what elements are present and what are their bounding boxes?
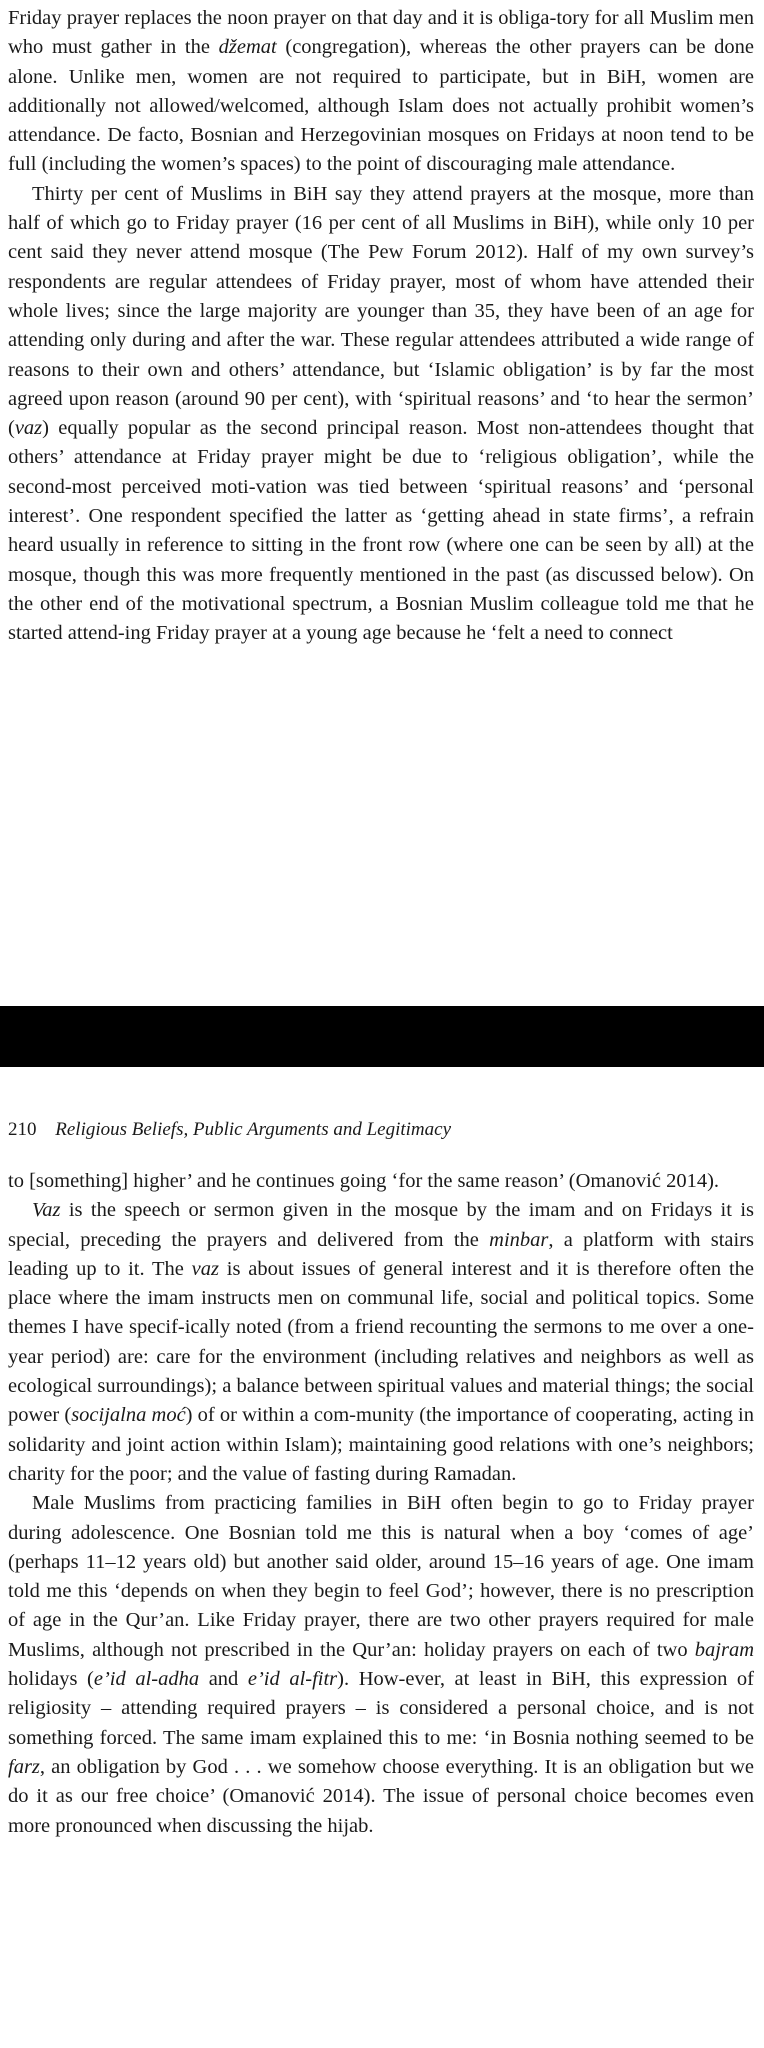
italic-term: e’id al-fitr xyxy=(247,1668,338,1691)
text-run: , an obligation by God . . . we somehow choose everything. It is an obligation but we do it as our free choice’ (Omanović 2014). The issue of personal choice becomes even more pronounced when discussing the hijab. xyxy=(8,1755,754,1837)
italic-term: farz xyxy=(8,1755,40,1778)
text-run: (congregation), whereas the other prayers can be done alone. Unlike men, women are not required to participate, but in BiH, women are additionally not allowed/welcomed, although Islam does not actually prohibit women’s attendance. De facto, Bosnian and Herzegovinian mosques on Fridays at noon tend to be full (including the women’s spaces) to the point of discouraging male attendance. xyxy=(8,36,754,176)
page-bottom xyxy=(0,1060,764,2048)
bottom-body-text xyxy=(8,1167,754,1841)
italic-term: vaz xyxy=(14,417,43,440)
italic-term: socijalna moć xyxy=(71,1404,186,1427)
italic-term: Vaz xyxy=(32,1199,61,1222)
paragraph xyxy=(8,4,754,180)
text-run: , a platform with stairs leading up to it. The xyxy=(8,1228,754,1280)
page-divider xyxy=(0,1006,764,1067)
text-run: is about issues of general interest and it is therefore often the place where the imam instructs men on communal life, social and political topics. Some themes I have specif-ically noted (from a friend recounting the sermons to me over a one-year period) are: care for the environment (including relatives and neighbors as well as ecological surroundings); a balance between spiritual values and material things; the social power ( xyxy=(8,1257,754,1427)
text-run: to [something] higher’ and he continues going ‘for the same reason’ (Omanović 2014). xyxy=(8,1170,720,1192)
paragraph xyxy=(8,1196,754,1489)
italic-term: džemat xyxy=(218,36,277,59)
text-run: ) of or within a com-munity (the importance of cooperating, acting in solidarity and joint action within Islam); maintaining good relations with one’s neighbors; charity for the poor; and the value of fasting during Ramadan. xyxy=(8,1404,754,1485)
text-run: is the speech or sermon given in the mosque by the imam and on Fridays it is special, preceding the prayers and delivered from the xyxy=(8,1199,754,1251)
italic-term: e’id al-adha xyxy=(93,1668,200,1691)
text-run: Friday prayer replaces the noon prayer on that day and it is obliga-tory for all Muslim men who must gather in the xyxy=(8,7,754,59)
running-head-title: Religious Beliefs, Public Arguments and Legitimacy xyxy=(55,1119,452,1140)
italic-term: bajram xyxy=(694,1638,754,1661)
page-number: 210 xyxy=(8,1119,37,1140)
text-run: Thirty per cent of Muslims in BiH say they attend prayers at the mosque, more than half of which go to Friday prayer (16 per cent of all Muslims in BiH), while only 10 per cent said they never attend mosque (The Pew Forum 2012). Half of my own survey’s respondents are regular attendees of Friday prayer, most of whom have attended their whole lives; since the large majority are younger than 35, they have been of an age for attending only during and after the war. These regular attendees attributed a wide range of reasons to their own and others’ attendance, but ‘Islamic obligation’ is by far the most agreed upon reason (around 90 per cent), with ‘spiritual reasons’ and ‘to hear the sermon’ ( xyxy=(8,182,754,440)
paragraph xyxy=(8,1167,754,1196)
text-run: ). How-ever, at least in BiH, this expression of religiosity – attending required prayers – is considered a personal choice, and is not something forced. The same imam explained this to me: ‘in Bosnia nothing seemed to be xyxy=(8,1668,754,1749)
text-run: ) equally popular as the second principal reason. Most non-attendees thought that others’ attendance at Friday prayer might be due to ‘religious obligation’, while the second-most perceived moti-vation was tied between ‘spiritual reasons’ and ‘personal interest’. One respondent specified the latter as ‘getting ahead in state firms’, a refrain heard usually in reference to sitting in the front row (where one can be seen by all) at the mosque, though this was more frequently mentioned in the past (as discussed below). On the other end of the motivational spectrum, a Bosnian Muslim colleague told me that he started attend-ing Friday prayer at a young age because he ‘felt a need to connect xyxy=(8,417,754,645)
top-body-text xyxy=(8,4,754,649)
page-top xyxy=(0,0,764,1000)
text-run: and xyxy=(199,1668,248,1691)
paragraph xyxy=(8,180,754,649)
paragraph xyxy=(8,1489,754,1841)
text-run: Male Muslims from practicing families in BiH often begin to go to Friday prayer during adolescence. One Bosnian told me this is natural when a boy ‘comes of age’ (perhaps 11–12 years old) but another said older, around 15–16 years of age. One imam told me this ‘depends on when they begin to feel God’; however, there is no prescription of age in the Qur’an. Like Friday prayer, there are two other prayers required for male Muslims, although not prescribed in the Qur’an: holiday prayers on each of two xyxy=(8,1492,754,1661)
text-run: holidays ( xyxy=(8,1668,94,1691)
italic-term: vaz xyxy=(191,1257,219,1280)
italic-term: minbar xyxy=(489,1228,549,1251)
